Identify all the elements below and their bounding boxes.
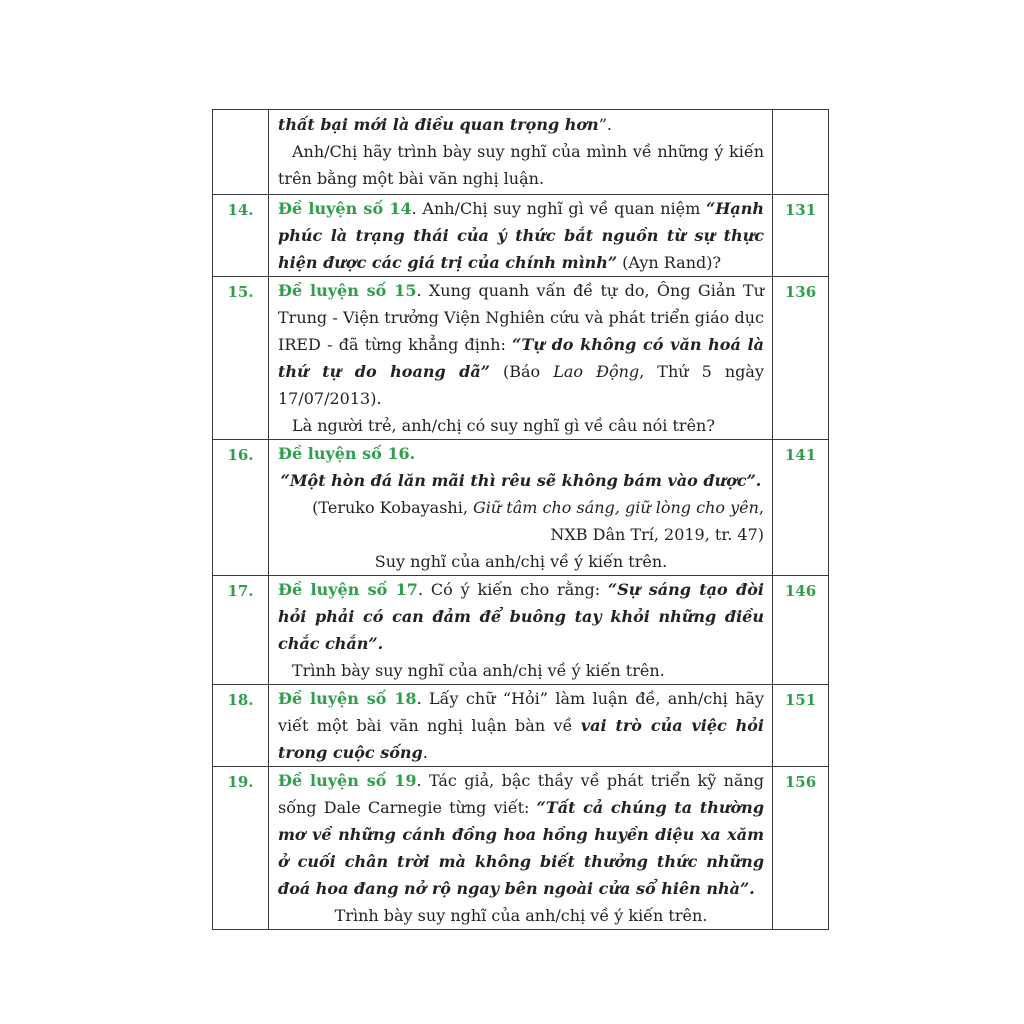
table-row	[213, 195, 829, 277]
entry-text: . Xung quanh vấn đề tự do, Ông Giản Tư Trung - Viện trưởng Viện Nghiên cứu và phát triển giáo dục IRED - đã từng khẳng định:	[278, 281, 764, 354]
entry-question: Anh/Chị hãy trình bày suy nghĩ của mình về những ý kiến trên bằng một bài văn nghị luận.	[278, 142, 764, 188]
entry-page-number: 131	[773, 195, 829, 277]
entry-number: 18.	[213, 685, 269, 767]
entry-text: .	[422, 743, 428, 762]
entry-source: (Teruko Kobayashi,	[312, 498, 473, 517]
table-of-contents	[212, 109, 829, 930]
entry-quote: “Tự do không có văn hoá là thứ tự do hoang dã”	[278, 335, 765, 381]
entry-page-number: 151	[773, 685, 829, 767]
entry-text: . Tác giả, bậc thầy về phát triển kỹ năng sống Dale Carnegie từng viết:	[278, 771, 765, 817]
entry-content	[269, 195, 773, 277]
table-row	[213, 767, 829, 930]
entry-text: . Lấy chữ “Hỏi” làm luận đề, anh/chị hãy viết một bài văn nghị luận bàn về	[278, 689, 765, 735]
entry-text: (Báo	[489, 362, 554, 381]
entry-source-publisher: NXB Dân Trí, 2019, tr. 47)	[550, 525, 764, 544]
entry-page-number: 141	[773, 440, 829, 576]
entry-source-title: Lao Động	[553, 362, 640, 381]
entry-number	[213, 110, 269, 195]
entry-quote: vai trò của việc hỏi trong cuộc sống	[278, 716, 765, 762]
entry-page-number: 136	[773, 277, 829, 440]
entry-content	[269, 440, 773, 576]
entry-question: Suy nghĩ của anh/chị về ý kiến trên.	[374, 552, 668, 571]
entry-quote: thất bại mới là điều quan trọng hơn	[278, 115, 599, 134]
table-row	[213, 440, 829, 576]
entry-quote: “Sự sáng tạo đòi hỏi phải có can đảm để buông tay khỏi những điều chắc chắn”.	[278, 580, 764, 653]
entry-label: Đề luyện số 18	[278, 689, 417, 708]
entry-content	[269, 576, 773, 685]
entry-page-number: 146	[773, 576, 829, 685]
entry-question: Trình bày suy nghĩ của anh/chị về ý kiến trên.	[334, 906, 708, 925]
entry-text: . Có ý kiến cho rằng:	[417, 580, 609, 599]
entry-page-number: 156	[773, 767, 829, 930]
entry-source: ,	[758, 498, 764, 517]
table-row	[213, 685, 829, 767]
table-row	[213, 277, 829, 440]
entry-label: Đề luyện số 16.	[278, 444, 416, 463]
entry-label: Đề luyện số 15	[278, 281, 417, 300]
entry-text: . Anh/Chị suy nghĩ gì về quan niệm	[411, 199, 707, 218]
entry-number: 19.	[213, 767, 269, 930]
entry-quote: “Một hòn đá lăn mãi thì rêu sẽ không bám vào được”.	[280, 471, 762, 490]
entry-question: Trình bày suy nghĩ của anh/chị về ý kiến trên.	[292, 661, 665, 680]
entry-quote: “Tất cả chúng ta thường mơ về những cánh đồng hoa hồng huyền diệu xa xăm ở cuối chân trời mà không biết thưởng thức những đoá hoa đang nở rộ ngay bên ngoài cửa sổ hiên nhà”.	[278, 798, 765, 898]
entry-text: ”.	[598, 115, 612, 134]
entry-source-title: Giữ tâm cho sáng, giữ lòng cho yên	[473, 498, 759, 517]
entry-content	[269, 110, 773, 195]
entry-number: 17.	[213, 576, 269, 685]
table-row	[213, 110, 829, 195]
entry-content	[269, 685, 773, 767]
entry-page-number	[773, 110, 829, 195]
entry-label: Đề luyện số 19	[278, 771, 417, 790]
entry-question: Là người trẻ, anh/chị có suy nghĩ gì về câu nói trên?	[292, 416, 715, 435]
entry-number: 14.	[213, 195, 269, 277]
entry-quote: “Hạnh phúc là trạng thái của ý thức bắt nguồn từ sự thực hiện được các giá trị của chính mình”	[278, 199, 765, 272]
entry-content	[269, 767, 773, 930]
entry-text: (Ayn Rand)?	[617, 253, 722, 272]
entry-label: Đề luyện số 17	[278, 580, 418, 599]
entry-number: 16.	[213, 440, 269, 576]
entry-content	[269, 277, 773, 440]
entry-number: 15.	[213, 277, 269, 440]
entry-text: , Thứ 5 ngày 17/07/2013).	[278, 362, 764, 408]
entry-label: Đề luyện số 14	[278, 199, 412, 218]
table-row	[213, 576, 829, 685]
